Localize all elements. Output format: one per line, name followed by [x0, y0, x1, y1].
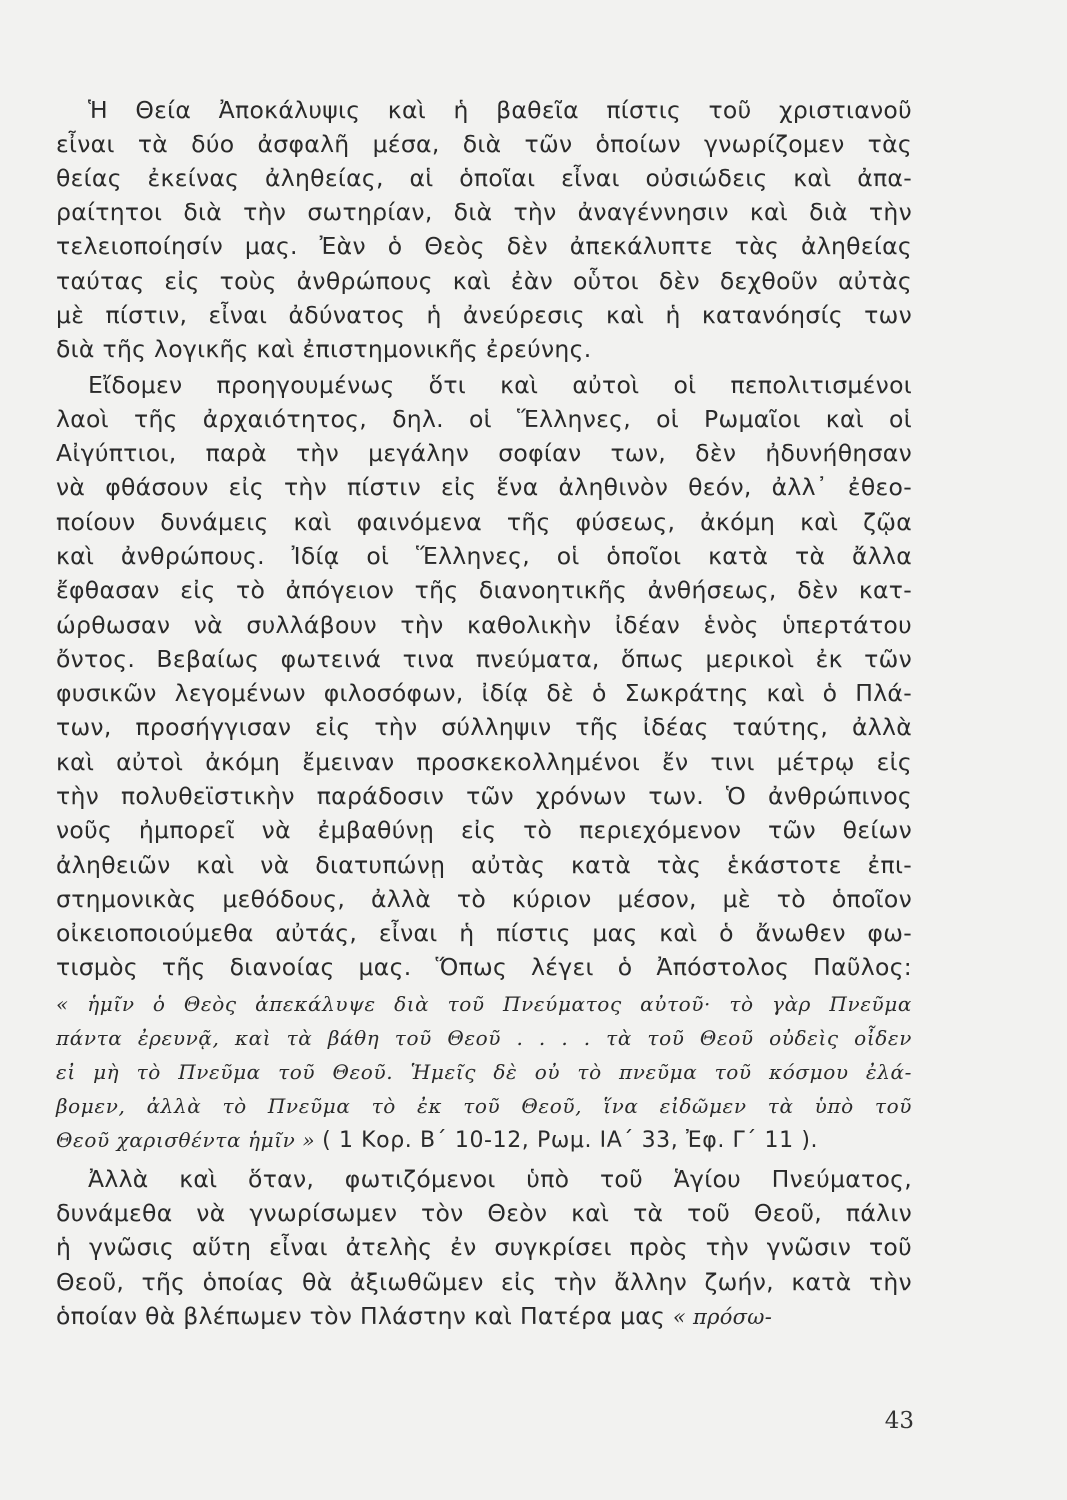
text-line: μὲ πίστιν, εἶναι ἀδύνατος ἡ ἀνεύρεσις καὶ ἡ κατανόησίς των	[56, 301, 912, 329]
text-line: ώρθωσαν νὰ συλλάβουν τὴν καθολικὴν ἰδέαν ἑνὸς ὑπερτάτου	[56, 611, 912, 639]
text-line: των, προσήγγισαν εἰς τὴν σύλληψιν τῆς ἰδέας ταύτης, ἀλλὰ	[56, 713, 912, 741]
text-line: νοῦς ἠμπορεῖ νὰ ἐμβαθύνῃ εἰς τὸ περιεχόμενον τῶν θείων	[56, 816, 912, 844]
text-line: Εἴδομεν προηγουμένως ὅτι καὶ αὐτοὶ οἱ πεπολιτισμένοι	[88, 371, 912, 399]
quote-line: βομεν, ἀλλὰ τὸ Πνεῦμα τὸ ἐκ τοῦ Θεοῦ, ἵνα εἰδῶμεν τὰ ὑπὸ τοῦ	[56, 1094, 912, 1118]
quote-line: εἰ μὴ τὸ Πνεῦμα τοῦ Θεοῦ. Ἡμεῖς δὲ οὐ τὸ πνεῦμα τοῦ κόσμου ἐλά-	[56, 1060, 912, 1084]
text-line: ποίουν δυνάμεις καὶ φαινόμενα τῆς φύσεως, ἀκόμη καὶ ζῷα	[56, 508, 912, 536]
text-line: τελειοποίησίν μας. Ἐὰν ὁ Θεὸς δὲν ἀπεκάλυπτε τὰς ἀληθείας	[56, 232, 912, 260]
quote-end: Θεοῦ χαρισθέντα ἡμῖν »	[56, 1128, 316, 1152]
text-line: νὰ φθάσουν εἰς τὴν πίστιν εἰς ἕνα ἀληθινὸν θεόν, ἀλλ᾽ ἐθεο-	[56, 473, 912, 501]
text-line: ἀληθειῶν καὶ νὰ διατυπώνῃ αὐτὰς κατὰ τὰς ἑκάστοτε ἐπι-	[56, 851, 912, 879]
page-number: 43	[884, 1408, 914, 1434]
text-line: καὶ ἀνθρώπους. Ἰδίᾳ οἱ Ἕλληνες, οἱ ὁποῖοι κατὰ τὰ ἄλλα	[56, 542, 912, 570]
text-line-main: ὁποίαν θὰ βλέπωμεν τὸν Πλάστην καὶ Πατέρα μας	[56, 1302, 666, 1330]
text-line: εἶναι τὰ δύο ἀσφαλῆ μέσα, διὰ τῶν ὁποίων γνωρίζομεν τὰς	[56, 130, 912, 158]
text-line: καὶ αὐτοὶ ἀκόμη ἔμειναν προσκεκολλημένοι ἔν τινι μέτρῳ εἰς	[56, 748, 912, 776]
text-line: ἔφθασαν εἰς τὸ ἀπόγειον τῆς διανοητικῆς ἀνθήσεως, δὲν κατ-	[56, 576, 912, 604]
text-line: τὴν πολυθεϊστικὴν παράδοσιν τῶν χρόνων των. Ὁ ἀνθρώπινος	[56, 782, 912, 810]
text-line	[56, 1301, 912, 1333]
text-line: φυσικῶν λεγομένων φιλοσόφων, ἰδίᾳ δὲ ὁ Σωκράτης καὶ ὁ Πλά-	[56, 679, 912, 707]
text-line: ἡ γνῶσις αὕτη εἶναι ἀτελὴς ἐν συγκρίσει πρὸς τὴν γνῶσιν τοῦ	[56, 1233, 912, 1261]
text-line: στημονικὰς μεθόδους, ἀλλὰ τὸ κύριον μέσον, μὲ τὸ ὁποῖον	[56, 885, 912, 913]
text-line: τισμὸς τῆς διανοίας μας. Ὅπως λέγει ὁ Ἀπόστολος Παῦλος:	[56, 953, 912, 981]
text-line: Ἀλλὰ καὶ ὅταν, φωτιζόμενοι ὑπὸ τοῦ Ἁγίου Πνεύματος,	[88, 1165, 912, 1193]
quote-line: πάντα ἐρευνᾷ, καὶ τὰ βάθη τοῦ Θεοῦ . . . . τὰ τοῦ Θεοῦ οὐδεὶς οἶδεν	[56, 1026, 912, 1050]
text-line: διὰ τῆς λογικῆς καὶ ἐπιστημονικῆς ἐρεύνης.	[56, 335, 592, 363]
text-line: ραίτητοι διὰ τὴν σωτηρίαν, διὰ τὴν ἀναγέννησιν καὶ διὰ τὴν	[56, 198, 912, 226]
scripture-reference: ( 1 Κορ. Β΄ 10-12, Ρωμ. ΙΑ΄ 33, Ἐφ. Γ΄ 11 ).	[322, 1128, 819, 1153]
quote-line	[56, 1125, 912, 1156]
quote-start: « πρόσω-	[672, 1305, 773, 1329]
quote-line: « ἡμῖν ὁ Θεὸς ἀπεκάλυψε διὰ τοῦ Πνεύματος αὐτοῦ· τὸ γὰρ Πνεῦμα	[56, 992, 912, 1016]
text-line: λαοὶ τῆς ἀρχαιότητος, δηλ. οἱ Ἕλληνες, οἱ Ρωμαῖοι καὶ οἱ	[56, 405, 912, 433]
text-line: Αἰγύπτιοι, παρὰ τὴν μεγάλην σοφίαν των, δὲν ἠδυνήθησαν	[56, 439, 912, 467]
text-line: ὄντος. Βεβαίως φωτεινά τινα πνεύματα, ὅπως μερικοὶ ἐκ τῶν	[56, 645, 912, 673]
text-line: ταύτας εἰς τοὺς ἀνθρώπους καὶ ἐὰν οὗτοι δὲν δεχθοῦν αὐτὰς	[56, 267, 912, 295]
text-line: οἰκειοποιούμεθα αὐτάς, εἶναι ἡ πίστις μας καὶ ὁ ἄνωθεν φω-	[56, 919, 912, 947]
text-line: Θεοῦ, τῆς ὁποίας θὰ ἀξιωθῶμεν εἰς τὴν ἄλλην ζωήν, κατὰ τὴν	[56, 1268, 912, 1296]
text-line: δυνάμεθα νὰ γνωρίσωμεν τὸν Θεὸν καὶ τὰ τοῦ Θεοῦ, πάλιν	[56, 1199, 912, 1227]
text-line: Ἡ Θεία Ἀποκάλυψις καὶ ἡ βαθεῖα πίστις τοῦ χριστιανοῦ	[88, 96, 912, 124]
text-line: θείας ἐκείνας ἀληθείας, αἱ ὁποῖαι εἶναι οὐσιώδεις καὶ ἀπα-	[56, 164, 912, 192]
